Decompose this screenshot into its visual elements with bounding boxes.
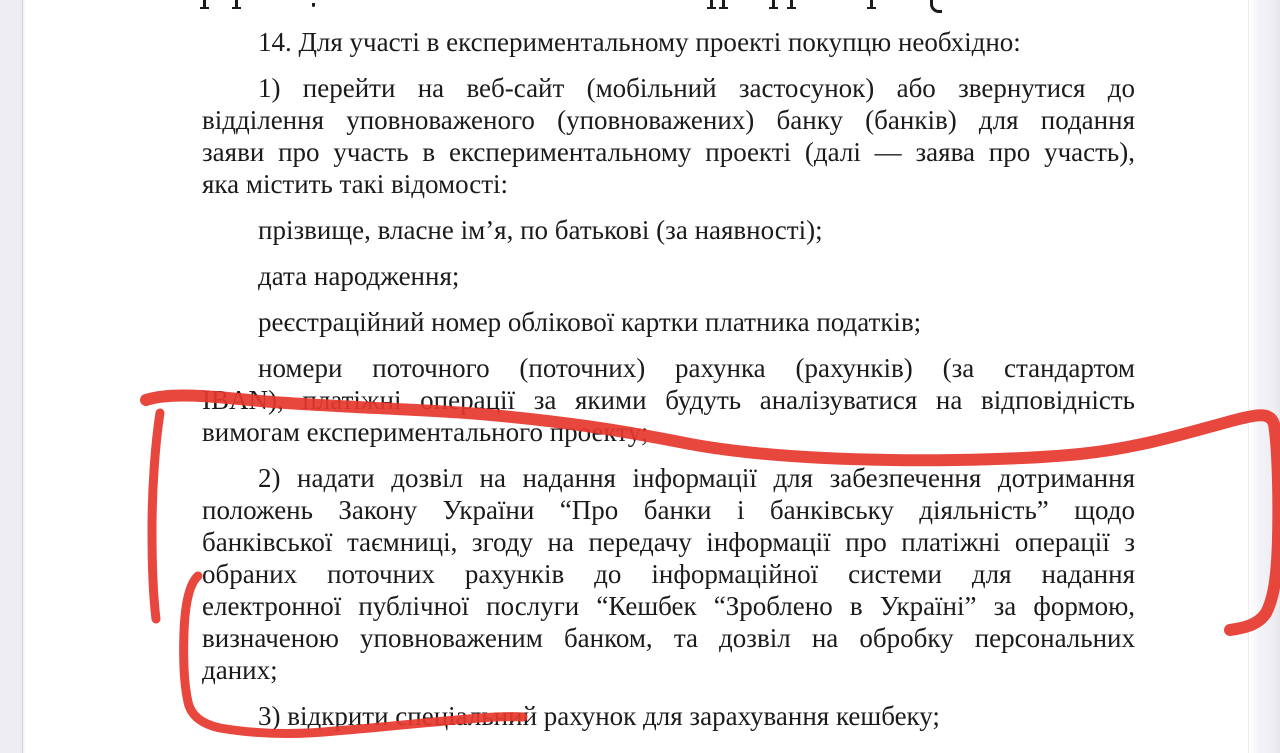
text-line: положень Закону України “Про банки і банківську діяльність” щодо [202,495,1135,525]
paragraph-item-3 [202,700,1135,732]
paragraph-iban [202,352,1135,448]
text-line: визначеною уповноваженим банком, та дозвіл на обробку персональних [202,623,1135,653]
page-right-margin [1248,0,1280,753]
text-line: прізвище, власне ім’я, по батькові (за наявності); [258,215,823,245]
text-line: 14. Для участі в експериментальному проекті покупцю необхідно: [258,27,1021,57]
paragraph-14 [202,26,1135,58]
document-text-block [202,26,1135,732]
text-line: обраних поточних рахунків до інформаційної системи для надання [202,559,1135,589]
text-line: електронної публічної послуги “Кешбек “Зроблено в Україні” за формою, [202,591,1135,621]
letter-descender-fragment [870,0,873,9]
clipped-top-text-line [0,0,1280,14]
paragraph-taxnumber [202,306,1135,338]
letter-descender-fragment [312,3,315,7]
letter-descender-fragment [930,0,942,13]
text-line: відділення уповноваженого (уповноважених) банку (банків) для подання [202,105,1135,135]
text-line: банківської таємниці, згоду на передачу інформації про платіжні операції з [202,527,1135,557]
text-line: реєстраційний номер облікової картки платника податків; [258,307,922,337]
letter-descender-fragment [235,0,238,9]
text-line: 2) надати дозвіл на надання інформації для забезпечення дотримання [258,463,1135,493]
text-line: IBAN), платіжні операції за якими будуть аналізуватися на відповідність [202,385,1135,415]
letter-descender-fragment [203,0,206,9]
letter-descender-fragment [722,0,725,9]
letter-descender-fragment [772,0,775,9]
paragraph-birthdate [202,260,1135,292]
paragraph-item-1 [202,72,1135,200]
page-left-margin [0,0,23,753]
text-line: дата народження; [258,261,460,291]
letter-descender-fragment [790,0,793,9]
letter-descender-fragment [710,0,713,9]
red-annotation-left-stroke [152,413,160,619]
paragraph-surname [202,214,1135,246]
text-line: вимогам експериментального проекту; [202,417,649,447]
text-line: 1) перейти на веб-сайт (мобільний застосунок) або звернутися до [258,73,1135,103]
text-line: номери поточного (поточних) рахунка (рахунків) (за стандартом [258,353,1135,383]
text-line: 3) відкрити спеціальний рахунок для зарахування кешбеку; [258,701,940,731]
text-line: заяви про участь в експериментальному проекті (далі — заява про участь), [202,137,1135,167]
text-line: даних; [202,655,278,685]
paragraph-item-2 [202,462,1135,686]
text-line: яка містить такі відомості: [202,169,509,199]
